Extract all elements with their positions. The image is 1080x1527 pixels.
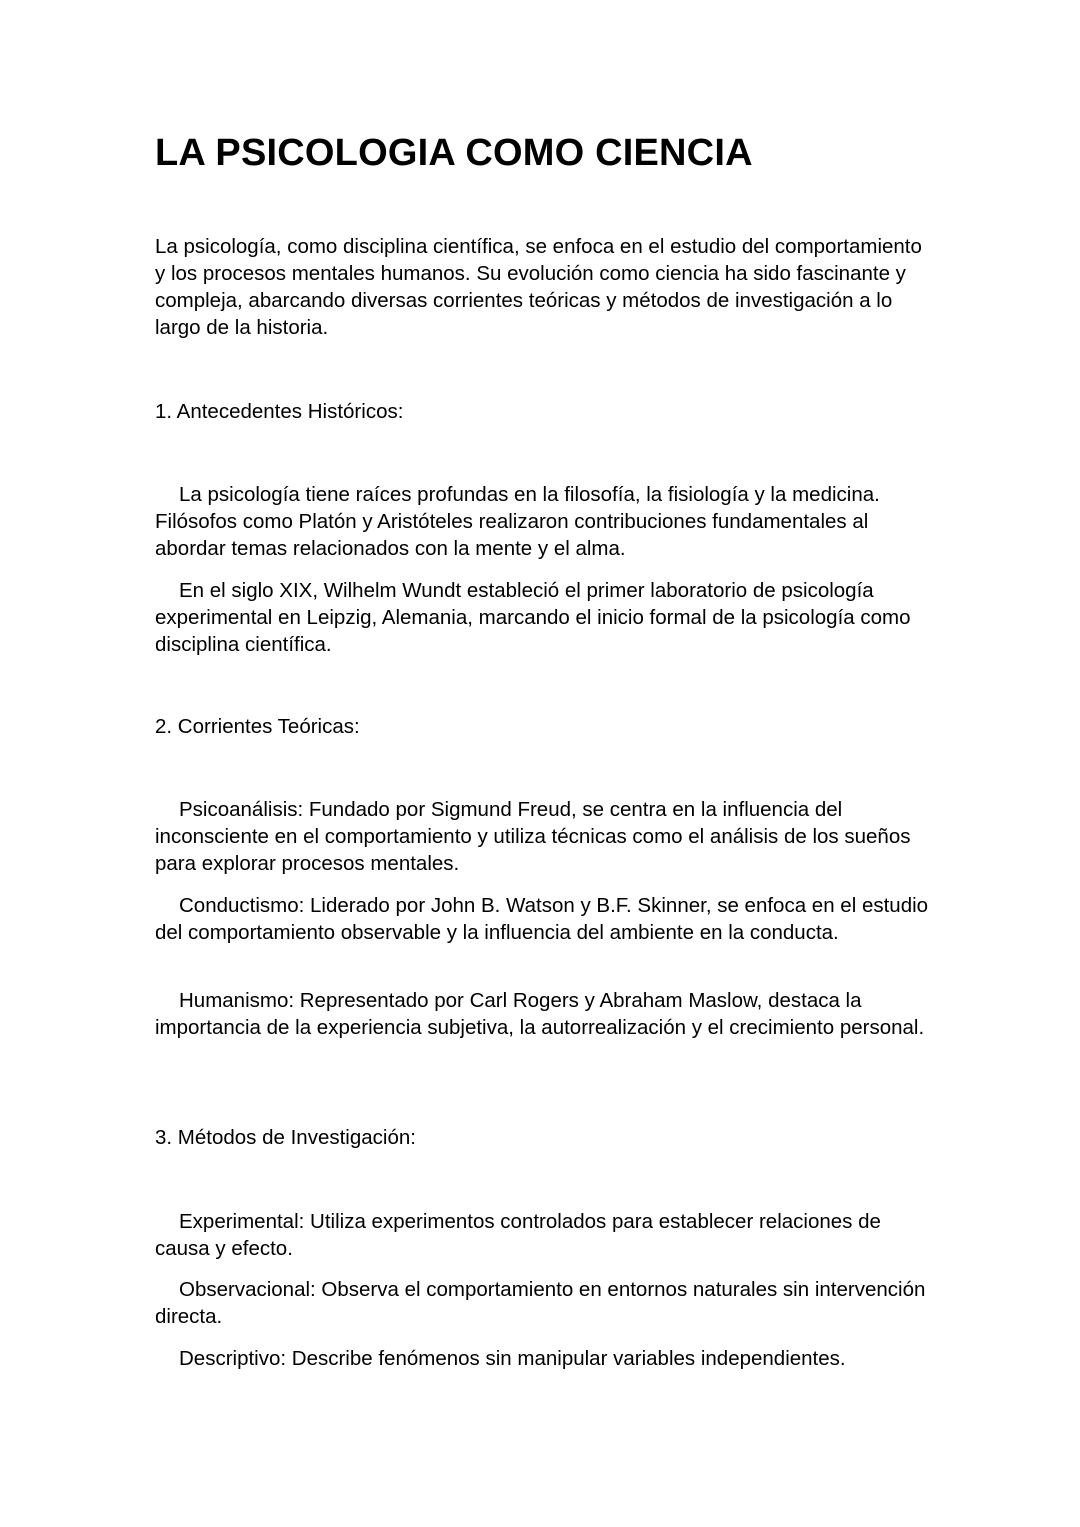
section-2-paragraph-2: Conductismo: Liderado por John B. Watson y B.F. Skinner, se enfoca en el estudio del comportamiento observable y la influencia del ambiente en la conducta. <box>155 894 929 944</box>
section-heading-metodos: 3. Métodos de Investigación: <box>155 1126 416 1149</box>
intro-paragraph: La psicología, como disciplina científica, se enfoca en el estudio del comportamiento y los procesos mentales humanos. Su evolución como ciencia ha sido fascinante y compleja, abarcando diversas corrientes teóricas y métodos de investigación a lo largo de la historia. <box>155 235 922 339</box>
section-2-paragraph-3: Humanismo: Representado por Carl Rogers y Abraham Maslow, destaca la importancia de la experiencia subjetiva, la autorrealización y el crecimiento personal. <box>155 989 925 1039</box>
section-3-paragraph-1: Experimental: Utiliza experimentos controlados para establecer relaciones de causa y efecto. <box>155 1210 881 1260</box>
page-title: LA PSICOLOGIA COMO CIENCIA <box>155 132 753 174</box>
section-1-paragraph-1: La psicología tiene raíces profundas en la filosofía, la fisiología y la medicina. Filósofos como Platón y Aristóteles realizaron contribuciones fundamentales al abordar temas relacionados con la mente y el alma. <box>155 483 880 560</box>
section-heading-corrientes: 2. Corrientes Teóricas: <box>155 715 360 738</box>
section-heading-antecedentes: 1. Antecedentes Históricos: <box>155 400 404 423</box>
section-3-paragraph-3: Descriptivo: Describe fenómenos sin manipular variables independientes. <box>179 1347 846 1370</box>
section-1-paragraph-2: En el siglo XIX, Wilhelm Wundt estableció el primer laboratorio de psicología experimental en Leipzig, Alemania, marcando el inicio formal de la psicología como disciplina científica. <box>155 579 911 656</box>
section-2-paragraph-1: Psicoanálisis: Fundado por Sigmund Freud, se centra en la influencia del inconsciente en el comportamiento y utiliza técnicas como el análisis de los sueños para explorar procesos mentales. <box>155 798 911 875</box>
section-3-paragraph-2: Observacional: Observa el comportamiento en entornos naturales sin intervención directa. <box>155 1278 926 1328</box>
